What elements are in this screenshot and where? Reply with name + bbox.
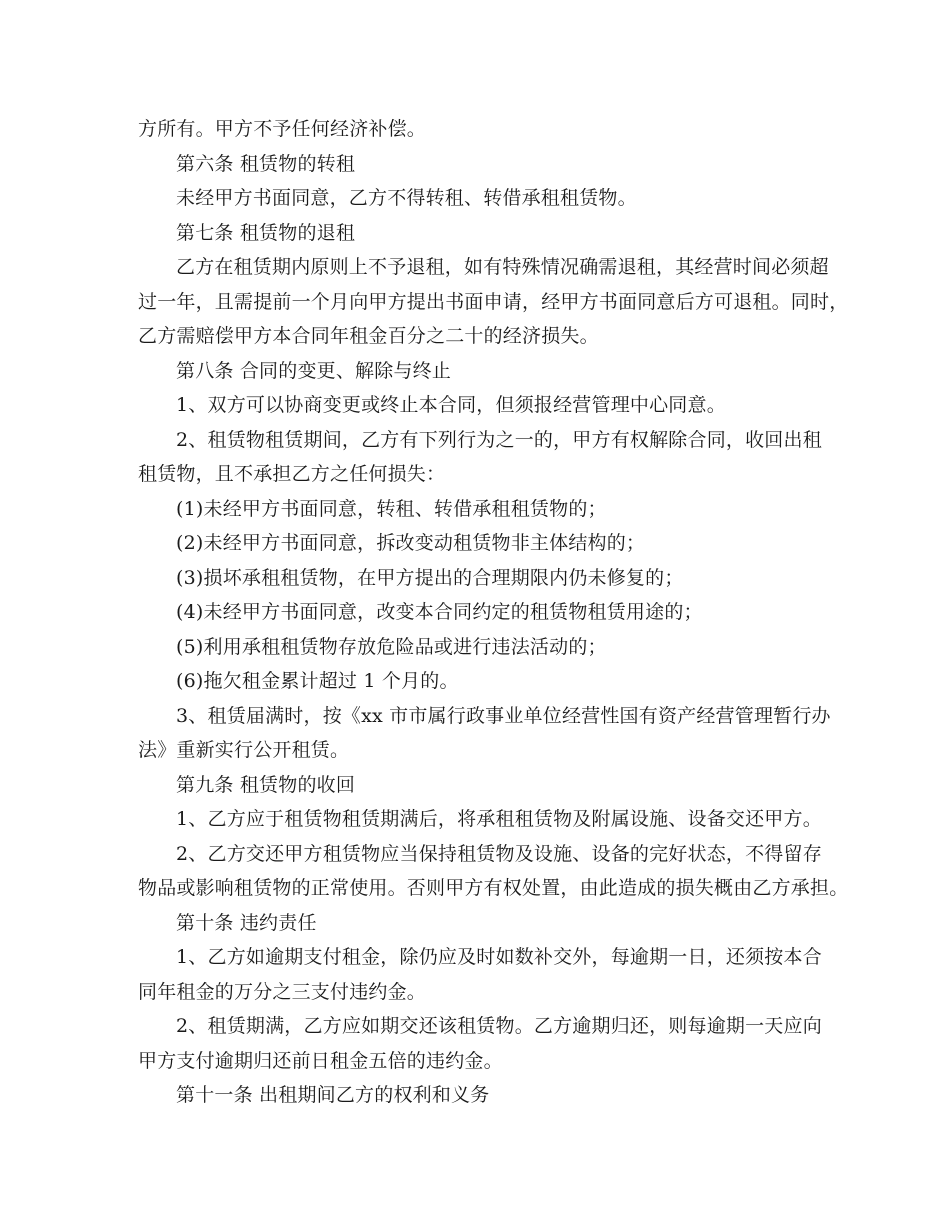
text-line: 1、双方可以协商变更或终止本合同，但须报经营管理中心同意。 xyxy=(176,394,726,416)
text-line: 租赁物，且不承担乙方之任何损失： xyxy=(138,463,446,485)
text-line: 法》重新实行公开租赁。 xyxy=(138,739,350,761)
text-line: 2、租赁期满，乙方应如期交还该租赁物。乙方逾期归还，则每逾期一天应向 xyxy=(176,1015,822,1037)
section-heading: 第十条 违约责任 xyxy=(176,911,317,934)
text-line: 乙方在租赁期内原则上不予退租，如有特殊情况确需退租，其经营时间必须超 xyxy=(176,256,829,278)
section-heading: 第八条 合同的变更、解除与终止 xyxy=(176,359,452,382)
text-line: 乙方需赔偿甲方本合同年租金百分之二十的经济损失。 xyxy=(138,325,599,347)
text-line: 3、租赁届满时，按《xx 市市属行政事业单位经营性国有资产经营管理暂行办 xyxy=(176,704,831,727)
text-line: 1、乙方如逾期支付租金，除仍应及时如数补交外，每逾期一日，还须按本合 xyxy=(176,946,822,968)
section-heading: 第九条 租赁物的收回 xyxy=(176,773,356,796)
text-line: 2、乙方交还甲方租赁物应当保持租赁物及设施、设备的完好状态，不得留存 xyxy=(176,842,822,865)
list-item: (1)未经甲方书面同意，转租、转借承租租赁物的； xyxy=(176,497,607,520)
section-heading: 第十一条 出租期间乙方的权利和义务 xyxy=(176,1084,490,1106)
list-item: (5)利用承租租赁物存放危险品或进行违法活动的； xyxy=(176,635,607,658)
document-body xyxy=(138,112,849,1113)
section-heading: 第六条 租赁物的转租 xyxy=(176,152,356,175)
list-item: (6)拖欠租金累计超过 1 个月的。 xyxy=(176,670,459,692)
list-item: (3)损坏承租租赁物，在甲方提出的合理期限内仍未修复的； xyxy=(176,566,684,589)
text-line: 方所有。甲方不予任何经济补偿。 xyxy=(138,118,427,140)
text-line: 未经甲方书面同意，乙方不得转租、转借承租租赁物。 xyxy=(176,187,637,209)
text-line: 甲方支付逾期归还前日租金五倍的违约金。 xyxy=(138,1049,503,1072)
text-line: 1、乙方应于租赁物租赁期满后，将承租租赁物及附属设施、设备交还甲方。 xyxy=(176,808,822,830)
text-line: 物品或影响租赁物的正常使用。否则甲方有权处置，由此造成的损失概由乙方承担。 xyxy=(138,877,849,899)
list-item: (2)未经甲方书面同意，拆改变动租赁物非主体结构的； xyxy=(176,532,646,554)
text-line: 过一年，且需提前一个月向甲方提出书面申请，经甲方书面同意后方可退租。同时， xyxy=(138,290,849,313)
text-line: 同年租金的万分之三支付违约金。 xyxy=(138,980,427,1003)
text-line: 2、租赁物租赁期间，乙方有下列行为之一的，甲方有权解除合同，收回出租 xyxy=(176,428,822,451)
section-heading: 第七条 租赁物的退租 xyxy=(176,221,356,244)
list-item: (4)未经甲方书面同意，改变本合同约定的租赁物租赁用途的； xyxy=(176,601,703,623)
